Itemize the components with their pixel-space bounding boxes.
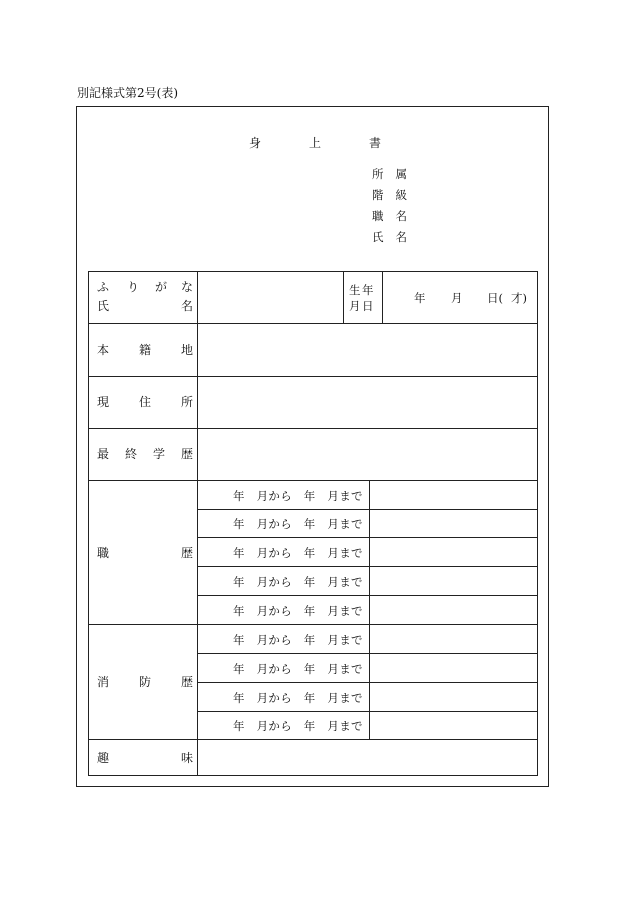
job-history-detail-field[interactable] (371, 482, 535, 508)
address-label: 現 住 所 (97, 395, 194, 409)
fire-history-period: 年 月から 年 月まで (233, 691, 363, 705)
job-history-period: 年 月から 年 月まで (233, 546, 363, 560)
education-label: 最 終 学 歴 (97, 447, 194, 461)
job-history-label: 職 歴 (97, 546, 194, 560)
fire-history-detail-field[interactable] (371, 684, 535, 710)
birth-date-field[interactable]: 年 月 日( 才) (414, 291, 527, 305)
row-divider (197, 595, 537, 596)
job-history-period: 年 月から 年 月まで (233, 517, 363, 531)
honseki-label: 本 籍 地 (97, 343, 194, 357)
row-divider (89, 376, 537, 377)
row-divider (197, 653, 537, 654)
fire-history-detail-field[interactable] (371, 655, 535, 681)
birth-label-bottom: 月 日 (349, 299, 374, 313)
row-divider (89, 624, 537, 625)
birth-label-right-divider (382, 272, 383, 323)
title-char-3: 書 (369, 136, 382, 150)
row-divider (89, 480, 537, 481)
fire-history-detail-field[interactable] (371, 626, 535, 652)
name-label: 氏 名 (97, 299, 194, 313)
job-history-period: 年 月から 年 月まで (233, 575, 363, 589)
title-char-2: 上 (309, 136, 322, 150)
personal-history-table (88, 271, 538, 776)
label-shokumei: 職 名 (372, 209, 407, 223)
job-history-detail-field[interactable] (371, 597, 535, 623)
title-char-1: 身 (249, 136, 262, 150)
label-shimei: 氏 名 (372, 230, 407, 244)
row-divider (197, 711, 537, 712)
address-input-field[interactable] (199, 378, 535, 426)
education-input-field[interactable] (199, 430, 535, 478)
furigana-label: ふ り が な (97, 280, 194, 294)
hobby-label: 趣 味 (97, 751, 194, 765)
job-history-period: 年 月から 年 月まで (233, 489, 363, 503)
label-shozoku: 所 属 (372, 167, 407, 181)
row-divider (197, 537, 537, 538)
job-history-detail-field[interactable] (371, 568, 535, 594)
birth-label-top: 生 年 (349, 283, 374, 297)
birth-label-left-divider (343, 272, 344, 323)
job-history-detail-field[interactable] (371, 539, 535, 565)
row-divider (89, 739, 537, 740)
job-history-detail-field[interactable] (371, 511, 535, 536)
fire-history-label: 消 防 歴 (97, 675, 194, 689)
period-column-divider (369, 480, 370, 739)
hobby-input-field[interactable] (199, 741, 535, 773)
row-divider (89, 323, 537, 324)
fire-history-detail-field[interactable] (371, 713, 535, 738)
honseki-input-field[interactable] (199, 325, 535, 374)
fire-history-period: 年 月から 年 月まで (233, 719, 363, 733)
fire-history-period: 年 月から 年 月まで (233, 662, 363, 676)
row-divider (197, 682, 537, 683)
label-kaikyu: 階 級 (372, 188, 407, 202)
label-column-divider (197, 272, 198, 775)
row-divider (197, 509, 537, 510)
name-input-field[interactable] (199, 274, 341, 321)
form-caption: 別記様式第2号(表) (77, 86, 178, 100)
row-divider (89, 428, 537, 429)
fire-history-period: 年 月から 年 月まで (233, 633, 363, 647)
job-history-period: 年 月から 年 月まで (233, 604, 363, 618)
row-divider (197, 566, 537, 567)
